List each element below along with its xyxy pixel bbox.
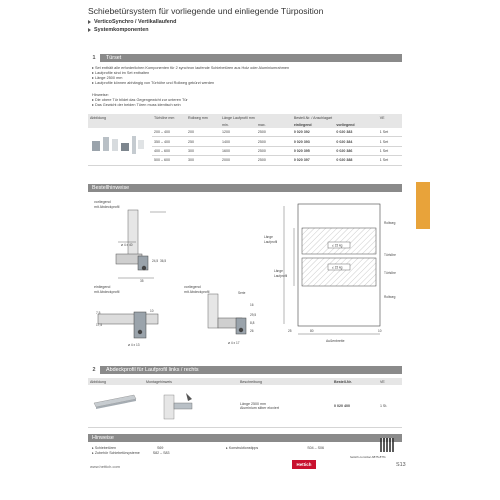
footer-url[interactable]: www.hettich.com [90,464,121,469]
section-1-bar [88,54,402,62]
cell-rollweg: 250 [186,137,220,146]
col-bestell: Bestell-Nr. / Anschlagart [292,114,378,121]
cell-max: 2500 [256,137,292,146]
product-parts-image [90,133,146,159]
hint-item: ▸ Die obere Tür bildet das Gegengewicht zur unteren Tür [92,98,188,103]
dim-16: 16 [250,303,254,307]
cell-max: 2500 [256,156,292,165]
cell-ve: 1 Set [378,156,402,165]
ve-cell: 1 St. [378,385,402,428]
col-ve: VE [378,114,402,121]
cell-ve: 1 Set [378,128,402,137]
product-image-cell [88,128,152,165]
table-header-row [88,378,402,385]
subtitle-1-text: VerticoSynchro / Vertikallaufend [94,19,177,25]
subheader-cell [88,121,152,128]
hint-link[interactable]: ▸ Zubehör Schiebetürsysteme S82 – S83 [92,451,170,456]
dim-10-right: 10 [378,329,382,333]
dim-screw-1: ø 4 x 40 [121,243,133,247]
cell-max: 2500 [256,146,292,155]
dim-10: 10 [150,309,154,313]
cell-rollweg: 200 [186,128,220,137]
dim-24-5: 24,5 [152,259,159,263]
cell-vorliegend: 0 020 386 [334,146,377,155]
label-vorliegend: vorliegend [94,200,111,204]
cell-min: 1200 [220,128,256,137]
cell-min: 1400 [220,137,256,146]
cell-tuerhoehe: 400 – 600 [152,146,186,155]
cell-min: 1600 [220,146,256,155]
qr-link-text[interactable]: hettich.com/doc-6875-8?% [350,455,386,459]
bullet-item: ▸ Set enthält alle erforderlichen Komponenten für 2 synchron laufende Schiebetüren aus Holz oder Aluminiumrahmen [92,66,289,71]
hinweise-right [226,446,324,451]
col-tuerhoehe: Türhöhe mm [152,114,186,121]
section-2-bar [88,366,402,374]
rail-section [98,314,158,324]
cell-vorliegend: 0 020 384 [334,137,377,146]
qr-code[interactable] [380,438,394,452]
bullet-item: ▸ Laufprofile sind im Set enthalten [92,71,289,76]
cell-vorliegend: 0 020 388 [334,156,377,165]
hint-item: ▸ Das Gewicht der beiden Türen muss identisch sein [92,103,188,108]
cell-einliegend: 0 020 392 [292,128,335,137]
cell-tuerhoehe: 350 – 400 [152,137,186,146]
subheader-cell [186,121,220,128]
label-mit-abdeckprofil: mit Abdeckprofil [94,290,120,294]
bullet-item: ▸ Laufprofile können abhängig von Türhöhe und Rollweg gekürzt werden [92,81,289,86]
technical-drawing [88,194,402,354]
section-1-bullets [92,66,289,86]
table-subheader-row [88,121,402,128]
dim-80: 80 [310,329,314,333]
dim-25: 25 [288,329,292,333]
desc-line: Länge 2500 mm [240,402,266,406]
hints-title: Hinweise: [92,92,109,97]
label-rollweg-2: Rollweg [384,295,396,299]
label-laufprofil: Laufprofil [264,240,278,244]
upper-door [302,228,376,254]
desc-line: Aluminium silber eloxiert [240,406,279,410]
col-abbildung: Abbildung [88,114,152,121]
col-ve: VE [378,378,402,385]
panel-section [208,294,218,328]
lower-door [302,258,376,286]
label-mit-abdeckprofil: mit Abdeckprofil [184,290,210,294]
table-header-row [88,114,402,121]
panel-section [128,210,138,260]
section-1-label: Türset [106,55,122,61]
cell-einliegend: 0 020 395 [292,146,335,155]
cell-einliegend: 0 020 397 [292,156,335,165]
subheader-vorliegend: vorliegend [334,121,377,128]
label-mit-abdeckprofil: mit Abdeckprofil [94,205,120,209]
hint-link[interactable]: ▸ Schiebetüren S69 [92,446,170,451]
dim-7-5: 7,5 [96,311,101,315]
label-einliegend: einliegend [94,285,111,289]
cell-tuerhoehe: 200 – 400 [152,128,186,137]
cell-tuerhoehe: 500 – 600 [152,156,186,165]
label-laufprofil-2: Laufprofil [274,274,288,278]
cell-ve: 1 Set [378,137,402,146]
cell-max: 2500 [256,128,292,137]
bestellhinweise-label: Bestellhinweise [92,185,130,191]
hinweise-label: Hinweise [92,435,114,441]
label-tuerhoehe: Türhöhe [384,253,396,257]
cell-rollweg: 300 [186,146,220,155]
hinweise-bar [88,434,402,442]
table-row [88,128,402,137]
label-rollweg: Rollweg [384,221,396,225]
subheader-cell [378,121,402,128]
subheader-min: min. [220,121,256,128]
mounting-image [146,389,226,423]
subheader-einliegend: einliegend [292,121,335,128]
cell-rollweg: 300 [186,156,220,165]
label-laenge: Länge [264,235,273,239]
brand-logo: Hettich [292,460,316,469]
col-laenge: Länge Laufprofil mm [220,114,292,121]
table-row [88,385,402,428]
col-abbildung: Abbildung [88,378,144,385]
label-serie: Serie [238,291,246,295]
hinweise-left [92,446,170,456]
col-montagehinweis: Montagehinweis [144,378,238,385]
arrow-icon [88,20,91,24]
bullet-item: ▸ Länge 2500 mm [92,76,289,81]
col-bestellnr: Bestell-Nr. [332,378,378,385]
cover-profile-table [88,378,402,428]
cell-min: 2000 [220,156,256,165]
dim-26: 26 [250,329,254,333]
chapter-tab [416,182,430,229]
description-cell [238,385,332,428]
cell-ve: 1 Set [378,146,402,155]
page-number: S13 [396,462,406,468]
dim-36-5: 36,5 [160,259,167,263]
roller-wheel [239,328,243,332]
subtitle-2 [88,27,149,33]
roller-wheel [138,330,142,334]
dim-17-5: 17,5 [96,323,103,327]
dim-35: 35 [140,279,144,283]
dim-screw-3: ø 4 x 13 [128,343,140,347]
subheader-max: max. [256,121,292,128]
col-rollweg: Rollweg mm [186,114,220,121]
dim-8-8: 8,8 [250,321,255,325]
profile-image [90,389,138,423]
weight-label-2: ≤ 15 kg [332,265,343,270]
section-1-hints [92,98,188,108]
label-tuerhoehe-2: Türhöhe [384,271,396,275]
label-laenge-2: Länge [274,269,283,273]
col-beschreibung: Beschreibung [238,378,332,385]
section-2-label: Abdeckprofil für Laufprofil links / rechts [106,367,199,373]
bestellhinweise-bar [88,184,402,192]
roller-wheel [142,266,146,270]
subtitle-2-text: Systemkomponenten [94,27,149,33]
order-number: 0 020 400 [332,385,378,428]
subtitle-1 [88,19,176,25]
section-2-number: 2 [88,366,100,374]
weight-label-1: ≤ 15 kg [332,243,343,248]
arrow-icon [88,28,91,32]
cell-vorliegend: 0 020 383 [334,128,377,137]
dim-screw-2: ø 4 x 17 [228,341,240,345]
profile-image-cell [88,385,144,428]
page-title: Schiebetürsystem für vorliegende und einliegende Türposition [88,6,324,16]
dim-29-5: 29,5 [250,313,257,317]
label-vorliegend: vorliegend [184,285,201,289]
mounting-image-cell [144,385,238,428]
hint-link[interactable]: ▸ Konstruktionstipps S04 – S06 [226,446,324,451]
label-aussenbreite: Außenbreite [326,339,345,343]
product-table [88,114,402,166]
cell-einliegend: 0 020 393 [292,137,335,146]
subheader-cell [152,121,186,128]
section-1-number: 1 [88,54,100,62]
